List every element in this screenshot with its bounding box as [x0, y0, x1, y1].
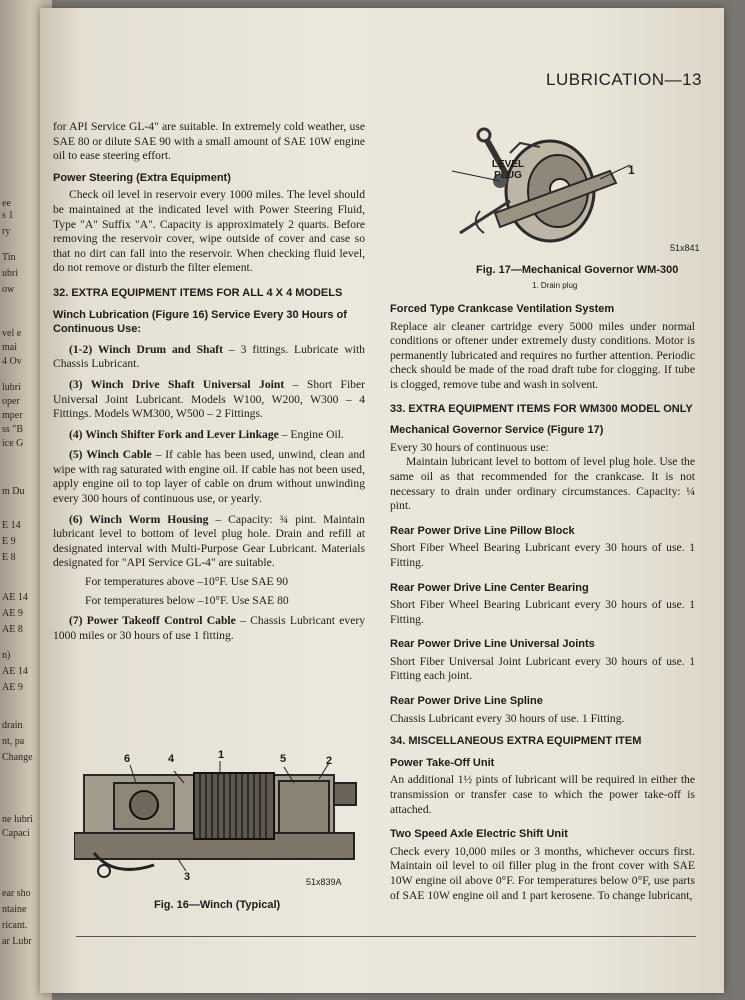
pcv-heading: Forced Type Crankcase Ventilation System: [390, 303, 615, 315]
bg-fragment: E 14: [2, 520, 21, 531]
callout-5: 5: [280, 753, 287, 765]
level-plug-label: LEVEL PLUG: [491, 159, 525, 181]
bg-fragment: ow: [2, 284, 15, 295]
bg-fragment: AE 9: [2, 608, 23, 619]
axle-heading: Two Speed Axle Electric Shift Unit: [390, 828, 568, 841]
governor-every-line: Every 30 hours of continuous use:: [390, 440, 549, 454]
bg-fragment: ry: [2, 226, 11, 237]
bg-fragment: s 1: [2, 210, 14, 221]
temperature-above-line: For temperatures above –10°F. Use SAE 90: [85, 575, 289, 589]
governor-illustration: [400, 123, 700, 258]
figure-16-code: 51x839A: [306, 877, 342, 887]
winch-lubrication-heading: Winch Lubrication (Figure 16) Service Every 30 Hours of Continuous Use:: [53, 308, 347, 336]
figure-17-caption: Fig. 17—Mechanical Governor WM-300: [476, 264, 679, 276]
pillow-block-heading: Rear Power Drive Line Pillow Block: [390, 524, 575, 537]
bg-fragment: lubri: [2, 382, 21, 393]
winch-illustration: [74, 753, 364, 893]
bg-fragment: Tin: [2, 252, 16, 263]
bg-fragment: n): [2, 650, 11, 661]
bg-fragment: 4 Ov: [2, 356, 22, 367]
page-header: LUBRICATION—13: [546, 70, 702, 89]
bg-fragment: ne lubri: [2, 814, 33, 825]
callout-1: 1: [628, 163, 635, 177]
bg-fragment: ss "B: [2, 424, 24, 435]
winch-item-7: [53, 614, 365, 643]
item-label: (4) Winch Shifter Fork and Lever Linkage: [69, 427, 279, 441]
winch-item-3: [53, 378, 365, 422]
bg-fragment: mai: [2, 342, 17, 353]
winch-item-6: [53, 513, 365, 571]
bg-fragment: Change: [2, 752, 33, 763]
section-32-heading: 32. EXTRA EQUIPMENT ITEMS FOR ALL 4 X 4 MODELS: [53, 286, 343, 299]
governor-service-heading: Mechanical Governor Service (Figure 17): [390, 424, 604, 437]
governor-paragraph: Maintain lubricant level to bottom of level plug hole. Use the same oil as that recommended for the crankcase. It is not necessary to drain under ordinary circumstances. Capacity: ¼ pint.: [390, 455, 695, 513]
bg-fragment: Capaci: [2, 828, 30, 839]
manual-page: [40, 8, 724, 993]
item-label: (3) Winch Drive Shaft Universal Joint: [69, 377, 285, 391]
center-bearing-paragraph: Short Fiber Wheel Bearing Lubricant every 30 hours of use. 1 Fitting.: [390, 598, 695, 626]
figure-17-code: 51x841: [670, 243, 700, 253]
winch-item-5: [53, 448, 365, 506]
callout-4: 4: [168, 753, 175, 765]
callout-2: 2: [326, 755, 333, 767]
bg-fragment: ice G: [2, 438, 24, 449]
bg-fragment: vel e: [2, 328, 22, 339]
figure-17-governor: [400, 123, 700, 293]
winch-item-1-2: [53, 343, 365, 372]
bg-fragment: AE 9: [2, 682, 23, 693]
figure-16-caption: Fig. 16—Winch (Typical): [154, 899, 281, 911]
winch-item-4: [53, 428, 365, 443]
spline-heading: Rear Power Drive Line Spline: [390, 695, 543, 708]
spline-paragraph: Chassis Lubricant every 30 hours of use. 1 Fitting.: [390, 711, 625, 725]
section-33-heading: 33. EXTRA EQUIPMENT ITEMS FOR WM300 MODEL ONLY: [390, 402, 693, 415]
bg-fragment: ar Lubr: [2, 936, 32, 947]
pto-heading: Power Take-Off Unit: [390, 756, 495, 769]
item-text: – If cable has been used, unwind, clean and wipe with rag saturated with engine oil. If cable has not been used, apply engine oil to top layer of cable on drum without unwinding every 300 hours of continuous use, or yearly.: [53, 448, 365, 506]
bg-fragment: ear sho: [2, 888, 31, 899]
right-column: [390, 298, 695, 903]
bg-fragment: AE 8: [2, 624, 23, 635]
callout-1: 1: [218, 749, 225, 761]
bg-fragment: AE 14: [2, 592, 28, 603]
item-text: – Chassis Lubricant every 1000 miles or 30 hours of use 1 fitting.: [53, 614, 365, 642]
item-text: – Capacity: ¾ pint. Maintain lubricant level to bottom of level plug hole. Drain and refill at designated interval with Multi-Purpose Gear Lubricant. Materials designated for "API Service GL-4" are suitable.: [53, 512, 365, 570]
bg-fragment: ubri: [2, 268, 19, 279]
item-label: (1-2) Winch Drum and Shaft: [69, 342, 224, 356]
section-34-heading: 34. MISCELLANEOUS EXTRA EQUIPMENT ITEM: [390, 735, 642, 748]
page-bottom-rule: [76, 936, 696, 937]
item-label: (7) Power Takeoff Control Cable: [69, 614, 236, 628]
item-text: – 3 fittings. Lubricate with Chassis Lubricant.: [53, 342, 365, 371]
power-steering-heading: Power Steering (Extra Equipment): [53, 171, 231, 184]
bg-fragment: oper: [2, 396, 20, 407]
bg-fragment: ee: [2, 198, 11, 209]
axle-paragraph: Check every 10,000 miles or 3 months, whichever occurs first. Maintain oil level to oil filler plug in the front cover with SAE 10W engine oil above 0°F. For temperatures below 0°F, use parts of SAE 10W engine oil and 1 part kerosene. To change lubricant,: [390, 844, 695, 902]
power-steering-paragraph: Check oil level in reservoir every 1000 miles. The level should be maintained at the indicated level with Power Steering Fluid, Type "A" Suffix "A". Capacity is approximately 2 quarts. Before removing the reservoir cover, wipe outside of cover and case so that no dirt can fall into the reservoir. When checking fluid level, do not remove or disturb the filter element.: [53, 188, 365, 275]
pcv-paragraph: Replace air cleaner cartridge every 5000 miles under normal conditions or oftener under extremely dusty conditions. Motor is permanently lubricated and requires no further attention. Periodic check should be made of the road draft tube for clogging. If tube is clogged, remove tube and wash in solvent.: [390, 319, 695, 391]
center-bearing-heading: Rear Power Drive Line Center Bearing: [390, 581, 589, 594]
item-text: – Short Fiber Universal Joint Lubricant. Models W100, W200, W300 – 4 Fittings. Models WM300, W500 – 2 Fittings.: [53, 377, 365, 421]
bg-fragment: AE 14: [2, 666, 28, 677]
bg-fragment: nt, pa: [2, 736, 25, 747]
callout-3: 3: [184, 871, 191, 883]
item-label: (6) Winch Worm Housing: [69, 512, 209, 526]
pillow-block-paragraph: Short Fiber Wheel Bearing Lubricant every 30 hours of use. 1 Fitting.: [390, 541, 695, 569]
bg-fragment: E 8: [2, 552, 16, 563]
figure-16-winch: [74, 749, 364, 918]
pto-paragraph: An additional 1½ pints of lubricant will be required in either the transmission or transfer case to which the power take-off is attached.: [390, 773, 695, 816]
callout-6: 6: [124, 753, 131, 765]
intro-paragraph: for API Service GL-4" are suitable. In extremely cold weather, use SAE 80 or dilute SAE 90 with a small amount of SAE 10W engine oil to ease steering effort.: [53, 120, 365, 163]
universal-joints-heading: Rear Power Drive Line Universal Joints: [390, 638, 595, 651]
bg-fragment: drain: [2, 720, 23, 731]
bg-fragment: m Du: [2, 486, 25, 497]
universal-joints-paragraph: Short Fiber Universal Joint Lubricant every 30 hours of use. 1 Fitting each joint.: [390, 654, 695, 683]
item-text: – Engine Oil.: [278, 427, 344, 441]
bg-fragment: ntaine: [2, 904, 27, 915]
figure-17-legend: 1. Drain plug: [532, 281, 578, 290]
item-label: (5) Winch Cable: [69, 448, 152, 462]
left-column: [53, 120, 365, 643]
temperature-below-line: For temperatures below –10°F. Use SAE 80: [85, 593, 289, 607]
bg-fragment: mper: [2, 410, 23, 421]
bg-fragment: E 9: [2, 536, 16, 547]
bg-fragment: ricant.: [2, 920, 28, 931]
